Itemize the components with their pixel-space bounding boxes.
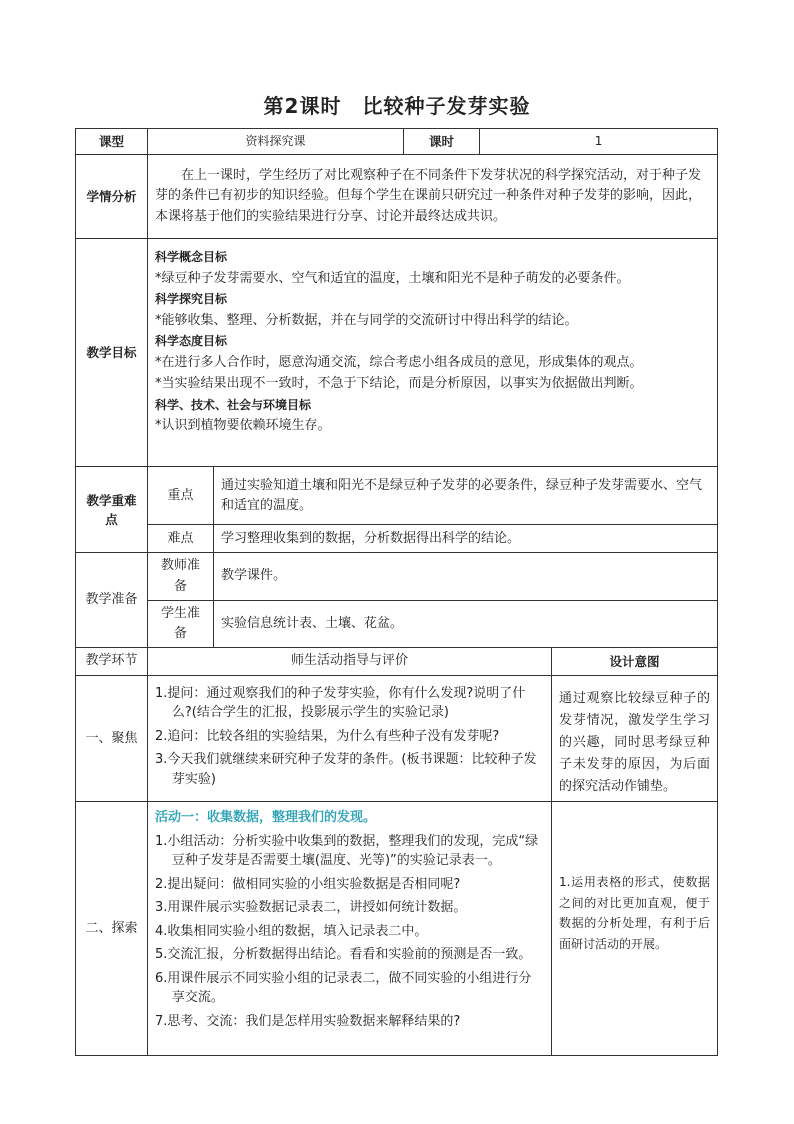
goals-cell: [148, 239, 718, 467]
course-type-label: 课型: [76, 129, 148, 155]
course-type-row: [76, 129, 718, 155]
intent-header: 设计意图: [552, 647, 718, 675]
attitude-goal-2: *当实验结果出现不一致时，不急于下结论，而是分析原因，以事实为依据做出判断。: [155, 376, 643, 392]
activity-header: 师生活动指导与评价: [148, 647, 552, 675]
focus-step-1: 1.提问：通过观察我们的种子发芽实验，你有什么发现?说明了什么?(结合学生的汇报，投影展示学生的实验记录): [155, 685, 526, 721]
explore-step-1: 1.小组活动：分析实验中收集到的数据，整理我们的发现，完成“绿豆种子发芽是否需要土壤(温度、光等)”的实验记录表一。: [155, 833, 539, 869]
page-title: 第2课时 比较种子发芽实验: [263, 94, 531, 118]
stage-header: 教学环节: [76, 647, 148, 675]
teacher-prep-text: 教学课件。: [214, 553, 718, 600]
key-point-text: 通过实验知道土壤和阳光不是绿豆种子发芽的必要条件，绿豆种子发芽需要水、空气和适宜的温度。: [214, 467, 718, 525]
explore-step-5: 5.交流汇报，分析数据得出结论。看看和实验前的预测是否一致。: [155, 947, 532, 963]
activity-one-title: 活动一：收集数据，整理我们的发现。: [155, 810, 377, 826]
key-point-row: [76, 467, 718, 525]
explore-step-3: 3.用课件展示实验数据记录表二，讲授如何统计数据。: [155, 900, 467, 916]
explore-step-4: 4.收集相同实验小组的数据，填入记录表二中。: [155, 923, 428, 939]
period-label: 课时: [404, 129, 480, 155]
analysis-text: 在上一课时，学生经历了对比观察种子在不同条件下发芽状况的科学探究活动，对于种子发芽的条件已有初步的知识经验。但每个学生在课前只研究过一种条件对种子发芽的影响，因此，本课将基于他们的实验结果进行分享、讨论并最终达成共识。: [155, 167, 702, 225]
focus-step-3: 3.今天我们就继续来研究种子发芽的条件。(板书课题：比较种子发芽实验): [155, 752, 537, 787]
student-prep-label: 学生准备: [148, 600, 214, 647]
focus-step-2: 2.追问：比较各组的实验结果，为什么有些种子没有发芽呢?: [155, 728, 500, 744]
inquiry-goal-title: 科学探究目标: [155, 292, 228, 307]
goals-label: 教学目标: [76, 239, 148, 467]
prep-label: 教学准备: [76, 553, 148, 648]
stage-focus-row: [76, 675, 718, 801]
stage-explore-intent-cell: [552, 802, 718, 1056]
key-point-label: 重点: [148, 467, 214, 525]
concept-goal-title: 科学概念目标: [155, 250, 228, 265]
explore-intent: 1.运用表格的形式，使数据之间的对比更加直观，便于数据的分析处理，有利于后面研讨活动的开展。: [559, 875, 711, 951]
stage-explore-row: [76, 802, 718, 1056]
goals-row: [76, 239, 718, 467]
explore-step-2: 2.提出疑问：做相同实验的小组实验数据是否相同呢?: [155, 876, 461, 892]
student-prep-text: 实验信息统计表、土壤、花盆。: [214, 600, 718, 647]
teacher-prep-label: 教师准备: [148, 553, 214, 600]
stage-focus-activities: [148, 675, 552, 801]
analysis-row: [76, 155, 718, 239]
period-value: 1: [480, 129, 718, 155]
concept-goal-1: *绿豆种子发芽需要水、空气和适宜的温度，土壤和阳光不是种子萌发的必要条件。: [155, 270, 630, 286]
inquiry-goal-1: *能够收集、整理、分析数据，并在与同学的交流研讨中得出科学的结论。: [155, 312, 578, 328]
course-type-value: 资料探究课: [148, 129, 404, 155]
difficulty-text: 学习整理收集到的数据，分析数据得出科学的结论。: [214, 525, 718, 553]
explore-step-6: 6.用课件展示不同实验小组的记录表二，做不同实验的小组进行分享交流。: [155, 970, 532, 1006]
focus-intent: 通过观察比较绿豆种子的发芽情况，激发学生学习的兴趣，同时思考绿豆种子未发芽的原因，为后面的探究活动作铺垫。: [559, 690, 711, 795]
attitude-goal-title: 科学态度目标: [155, 334, 228, 349]
attitude-goal-1: *在进行多人合作时，愿意沟通交流，综合考虑小组各成员的意见，形成集体的观点。: [155, 354, 643, 370]
stage-focus-label: 一、聚焦: [76, 675, 148, 801]
analysis-cell: [148, 155, 718, 239]
lesson-plan-table: [75, 128, 718, 1056]
stage-focus-intent-cell: [552, 675, 718, 801]
teacher-prep-row: [76, 553, 718, 600]
stage-explore-activities: [148, 802, 552, 1056]
keypoints-label: 教学重难点: [76, 467, 148, 553]
sts-goal-1: *认识到植物要依赖环境生存。: [155, 418, 331, 434]
sts-goal-title: 科学、技术、社会与环境目标: [155, 398, 312, 413]
stage-explore-label: 二、探索: [76, 802, 148, 1056]
explore-step-7: 7.思考、交流：我们是怎样用实验数据来解释结果的?: [155, 1013, 461, 1029]
analysis-label: 学情分析: [76, 155, 148, 239]
difficulty-label: 难点: [148, 525, 214, 553]
student-prep-row: [76, 600, 718, 647]
process-header-row: [76, 647, 718, 675]
difficulty-row: [76, 525, 718, 553]
